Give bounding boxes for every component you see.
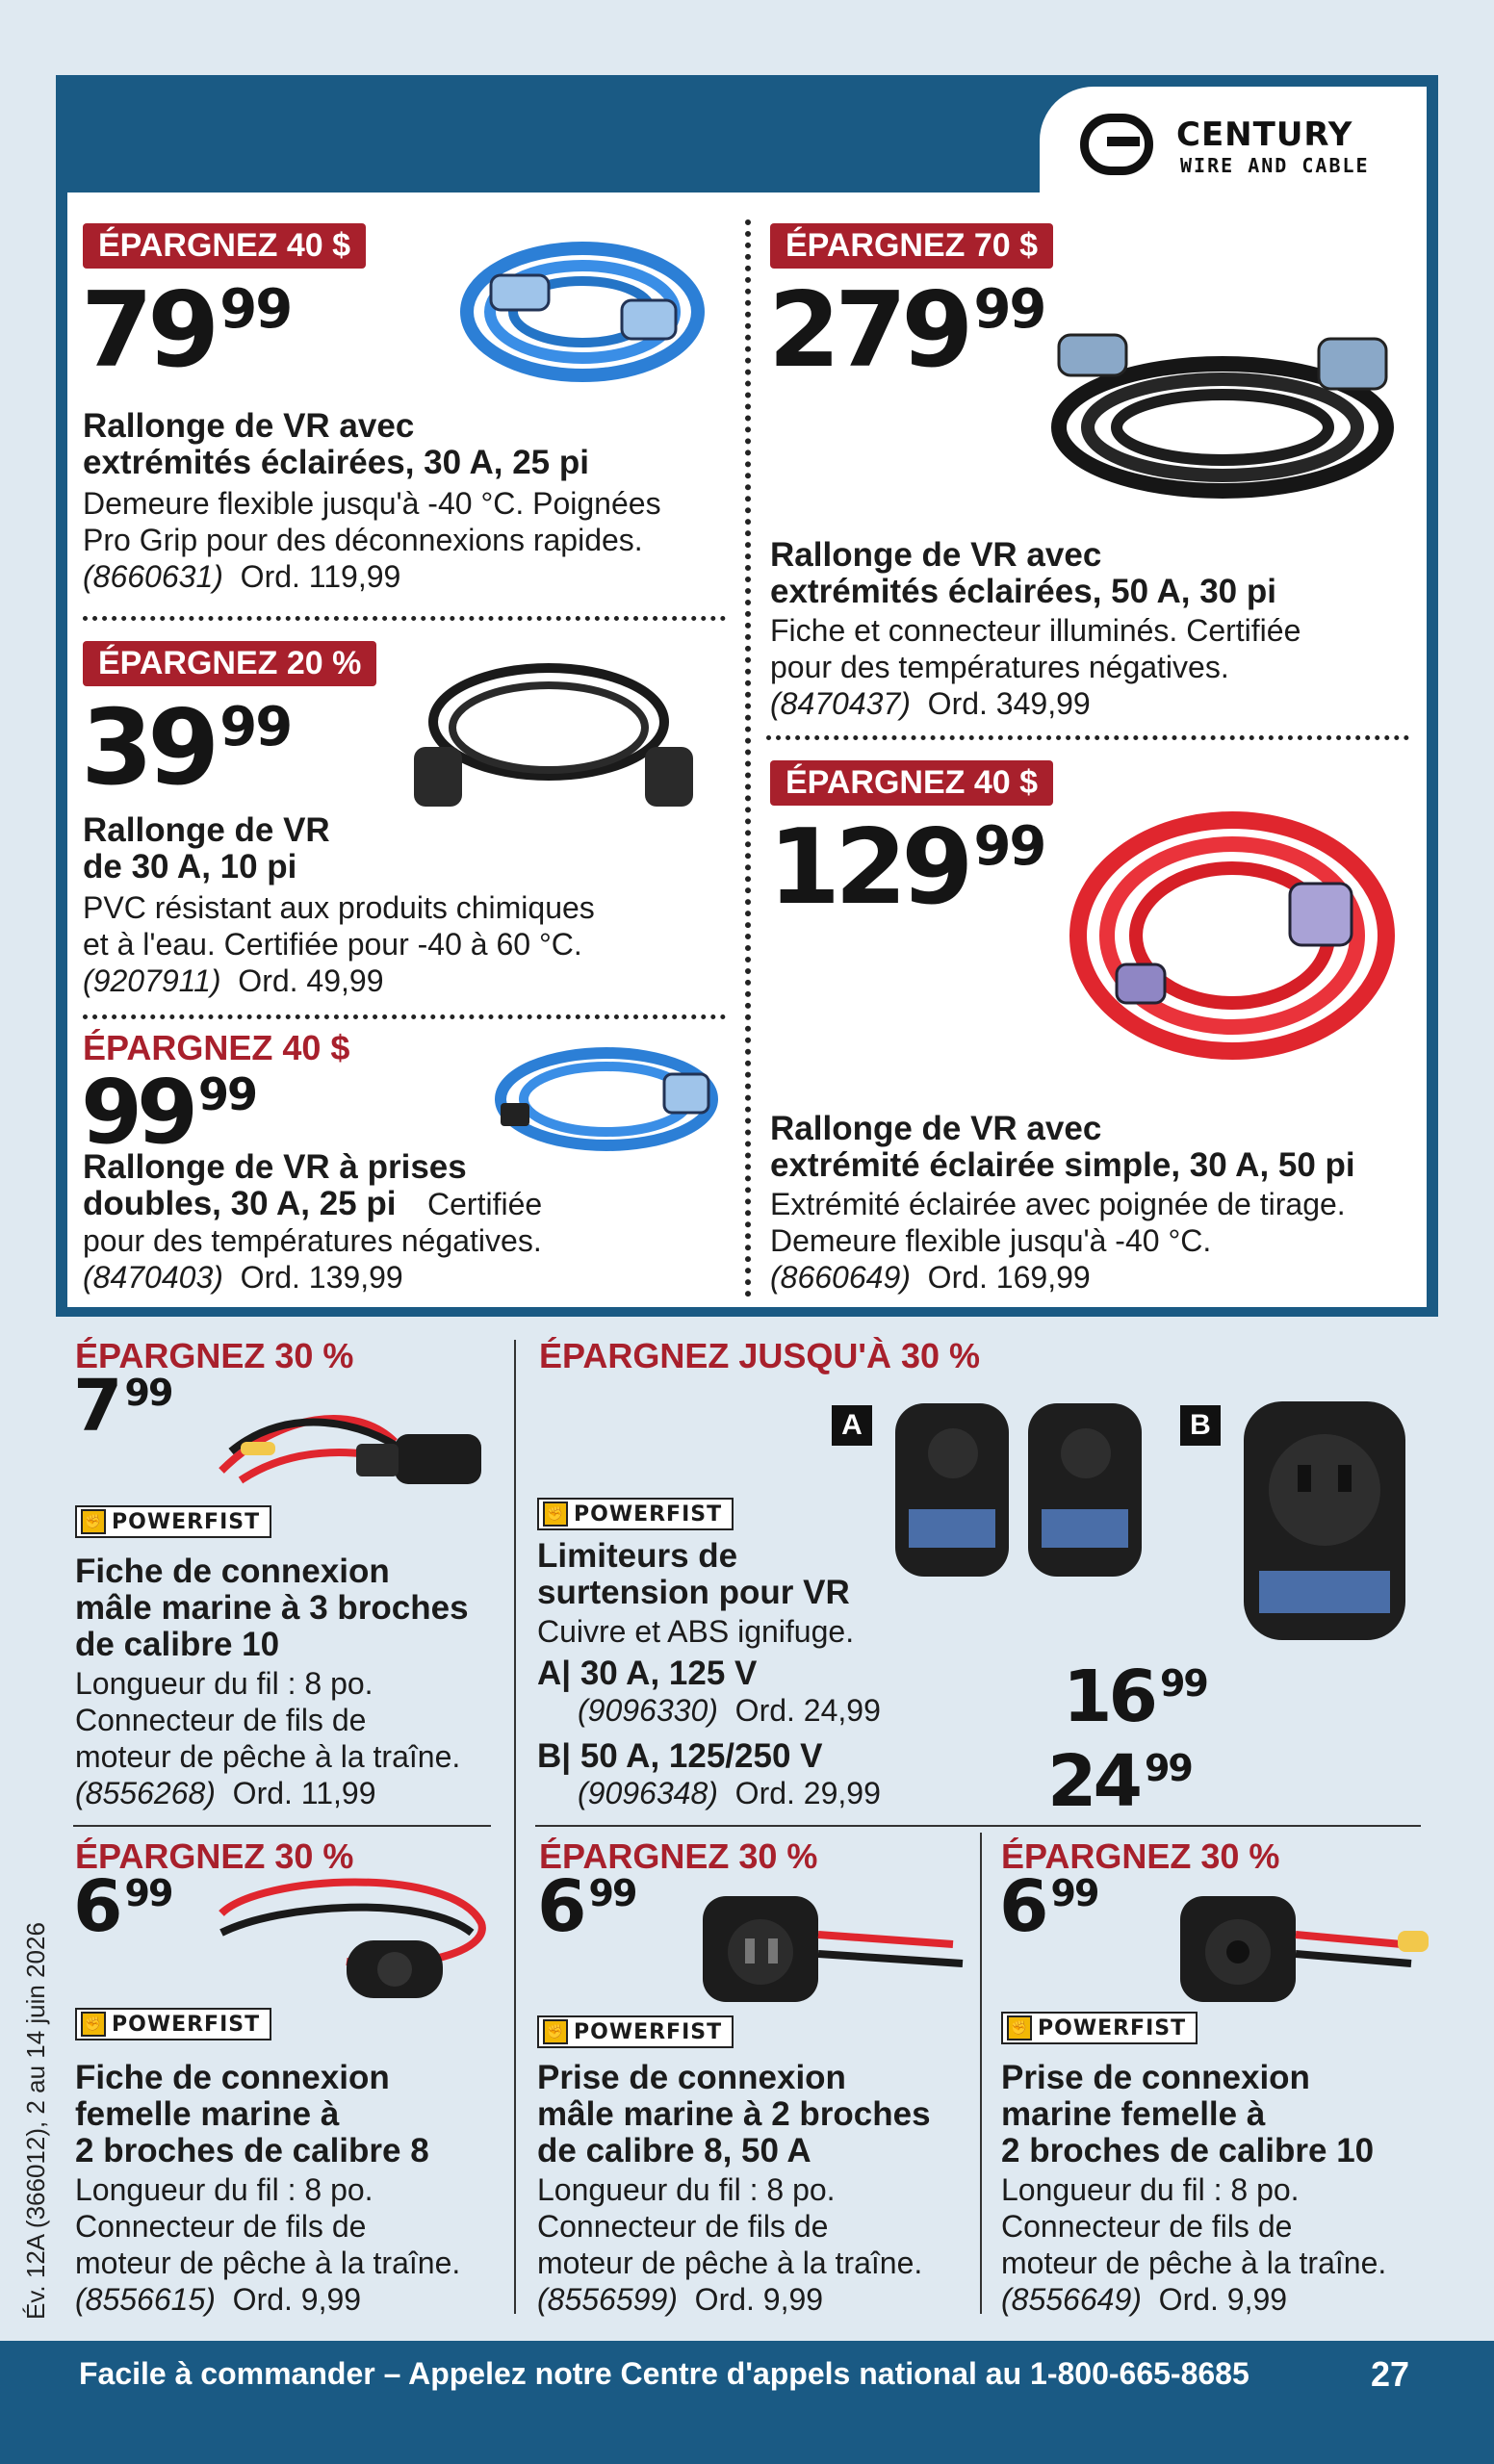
price-option-a: 16 $^{99}$ <box>1063 1656 1207 1738</box>
product-title: extrémités éclairées, 50 A, 30 pi <box>770 573 1276 610</box>
rv-cable-red-icon <box>1059 791 1405 1080</box>
product-title: mâle marine à 2 broches <box>537 2095 931 2133</box>
surge-protector-30a-icon <box>889 1394 1149 1586</box>
footer-call-text: Facile à commander – Appelez notre Centre d'appels national au 1-800-665-8685 <box>79 2356 1249 2391</box>
product-description: Longueur du fil : 8 po. <box>537 2172 836 2207</box>
marine-socket-male-icon <box>693 1877 972 2021</box>
fist-icon: ✊ <box>1007 2015 1032 2040</box>
product-title: de 30 A, 10 pi <box>83 848 297 886</box>
savings-badge: ÉPARGNEZ 20 % <box>83 641 376 686</box>
product-title: Fiche de connexion <box>75 2059 390 2096</box>
page-number: 27 <box>1371 2354 1410 2394</box>
option-a-label: A <box>832 1405 872 1446</box>
option-b-reference: (9096348) Ord. 29,99 <box>578 1776 881 1810</box>
price: 6 $^{99}$ <box>73 1865 172 1948</box>
savings-label: ÉPARGNEZ 30 % <box>1001 1836 1280 1876</box>
product-title: 2 broches de calibre 10 <box>1001 2132 1375 2169</box>
product-reference: (8556599) Ord. 9,99 <box>537 2282 824 2317</box>
product-description: Pro Grip pour des déconnexions rapides. <box>83 523 643 557</box>
product-title: Rallonge de VR avec <box>770 1110 1102 1147</box>
marine-plug-3-prong-icon <box>202 1384 501 1509</box>
product-title: Rallonge de VR avec <box>83 407 415 445</box>
savings-badge: ÉPARGNEZ 40 $ <box>83 223 366 269</box>
product-title: Limiteurs de <box>537 1537 738 1575</box>
product-title: de calibre 8, 50 A <box>537 2132 811 2169</box>
product-reference: (8556268) Ord. 11,99 <box>75 1776 376 1810</box>
product-description: Cuivre et ABS ignifuge. <box>537 1614 855 1649</box>
logo-bar-icon <box>1107 137 1140 146</box>
column-divider <box>514 1340 516 2314</box>
product-title: 2 broches de calibre 8 <box>75 2132 429 2169</box>
edition-note: Év. 12A (366012), 2 au 14 juin 2026 <box>21 1922 50 2320</box>
price: 129 $^{99}$ <box>768 808 1045 928</box>
fist-icon: ✊ <box>81 2012 106 2037</box>
product-description: moteur de pêche à la traîne. <box>537 2246 923 2280</box>
price: 6 $^{99}$ <box>999 1865 1098 1948</box>
product-title: surtension pour VR <box>537 1574 850 1611</box>
powerfist-brand-badge: ✊ POWERFIST <box>537 1498 734 1530</box>
row-divider <box>73 1825 491 1827</box>
product-description: Certifiée <box>427 1187 543 1221</box>
product-description: Connecteur de fils de <box>75 1703 367 1737</box>
product-description: pour des températures négatives. <box>83 1223 542 1258</box>
product-description: Connecteur de fils de <box>1001 2209 1293 2244</box>
price: 279 $^{99}$ <box>768 270 1045 391</box>
rv-cable-black-icon <box>395 651 703 824</box>
row-divider <box>766 735 1409 740</box>
rv-cable-black-50a-icon <box>1040 312 1405 504</box>
option-a-spec: A| 30 A, 125 V <box>537 1655 758 1692</box>
price-option-b: 24 $^{99}$ <box>1047 1740 1192 1823</box>
product-description: pour des températures négatives. <box>770 650 1229 684</box>
column-divider <box>980 1833 982 2314</box>
fist-icon: ✊ <box>543 2019 568 2044</box>
product-description: Connecteur de fils de <box>75 2209 367 2244</box>
price: 7 $^{99}$ <box>73 1365 172 1448</box>
powerfist-brand-badge: ✊ POWERFIST <box>537 2015 734 2048</box>
product-title: extrémité éclairée simple, 30 A, 50 pi <box>770 1146 1355 1184</box>
savings-label: ÉPARGNEZ 30 % <box>539 1836 818 1876</box>
product-description: Connecteur de fils de <box>537 2209 829 2244</box>
row-divider <box>83 616 726 621</box>
savings-label: ÉPARGNEZ 40 $ <box>83 1028 350 1067</box>
product-description: moteur de pêche à la traîne. <box>75 2246 461 2280</box>
marine-plug-female-icon <box>202 1865 501 2010</box>
price: 99 $^{99}$ <box>81 1061 257 1164</box>
option-b-spec: B| 50 A, 125/250 V <box>537 1737 823 1775</box>
powerfist-brand-badge: ✊ POWERFIST <box>75 1505 271 1538</box>
savings-label: ÉPARGNEZ JUSQU'À 30 % <box>539 1336 980 1375</box>
price: 6 $^{99}$ <box>537 1865 636 1948</box>
product-description: moteur de pêche à la traîne. <box>1001 2246 1387 2280</box>
product-description: PVC résistant aux produits chimiques <box>83 890 595 925</box>
product-description: Extrémité éclairée avec poignée de tirage. <box>770 1187 1346 1221</box>
fist-icon: ✊ <box>81 1509 106 1534</box>
product-reference: (8660649) Ord. 169,99 <box>770 1260 1091 1295</box>
product-title: Rallonge de VR <box>83 811 330 849</box>
savings-badge: ÉPARGNEZ 70 $ <box>770 223 1053 269</box>
marine-socket-female-icon <box>1171 1877 1436 2021</box>
product-title: Prise de connexion <box>1001 2059 1310 2096</box>
product-title: Rallonge de VR à prises <box>83 1148 467 1186</box>
column-divider <box>745 219 751 1297</box>
product-title: mâle marine à 3 broches <box>75 1589 469 1627</box>
product-description: Fiche et connecteur illuminés. Certifiée <box>770 613 1301 648</box>
product-reference: (9207911) Ord. 49,99 <box>83 963 384 998</box>
surge-protector-50a-icon <box>1240 1398 1409 1644</box>
option-a-reference: (9096330) Ord. 24,99 <box>578 1693 881 1728</box>
product-title: de calibre 10 <box>75 1626 280 1663</box>
product-description: et à l'eau. Certifiée pour -40 à 60 °C. <box>83 927 582 962</box>
savings-label: ÉPARGNEZ 30 % <box>75 1836 354 1876</box>
product-reference: (8660631) Ord. 119,99 <box>83 559 401 594</box>
powerfist-brand-badge: ✊ POWERFIST <box>75 2008 271 2040</box>
product-description: Longueur du fil : 8 po. <box>75 2172 374 2207</box>
powerfist-brand-badge: ✊ POWERFIST <box>1001 2012 1198 2044</box>
brand-name: CENTURY <box>1176 116 1353 154</box>
product-title: Fiche de connexion <box>75 1553 390 1590</box>
product-description: Demeure flexible jusqu'à -40 °C. <box>770 1223 1212 1258</box>
product-title: extrémités éclairées, 30 A, 25 pi <box>83 444 589 481</box>
row-divider <box>535 1825 1421 1827</box>
row-divider <box>83 1014 726 1019</box>
price: 39 $^{99}$ <box>81 688 292 808</box>
option-b-label: B <box>1180 1405 1221 1446</box>
price: 79 $^{99}$ <box>81 270 292 391</box>
product-title: doubles, 30 A, 25 pi <box>83 1185 397 1222</box>
rv-cable-double-icon <box>481 1036 732 1161</box>
rv-cable-blue-icon <box>452 227 712 391</box>
fist-icon: ✊ <box>543 1502 568 1527</box>
brand-tagline: WIRE AND CABLE <box>1180 154 1370 177</box>
product-description: Longueur du fil : 8 po. <box>75 1666 374 1701</box>
product-description: Longueur du fil : 8 po. <box>1001 2172 1300 2207</box>
product-title: femelle marine à <box>75 2095 340 2133</box>
product-reference: (8556649) Ord. 9,99 <box>1001 2282 1288 2317</box>
product-reference: (8470437) Ord. 349,99 <box>770 686 1091 721</box>
product-reference: (8470403) Ord. 139,99 <box>83 1260 403 1295</box>
product-reference: (8556615) Ord. 9,99 <box>75 2282 362 2317</box>
product-description: moteur de pêche à la traîne. <box>75 1739 461 1774</box>
savings-label: ÉPARGNEZ 30 % <box>75 1336 354 1375</box>
product-title: marine femelle à <box>1001 2095 1266 2133</box>
product-description: Demeure flexible jusqu'à -40 °C. Poignées <box>83 486 661 521</box>
product-title: Prise de connexion <box>537 2059 846 2096</box>
product-title: Rallonge de VR avec <box>770 536 1102 574</box>
savings-badge: ÉPARGNEZ 40 $ <box>770 760 1053 806</box>
